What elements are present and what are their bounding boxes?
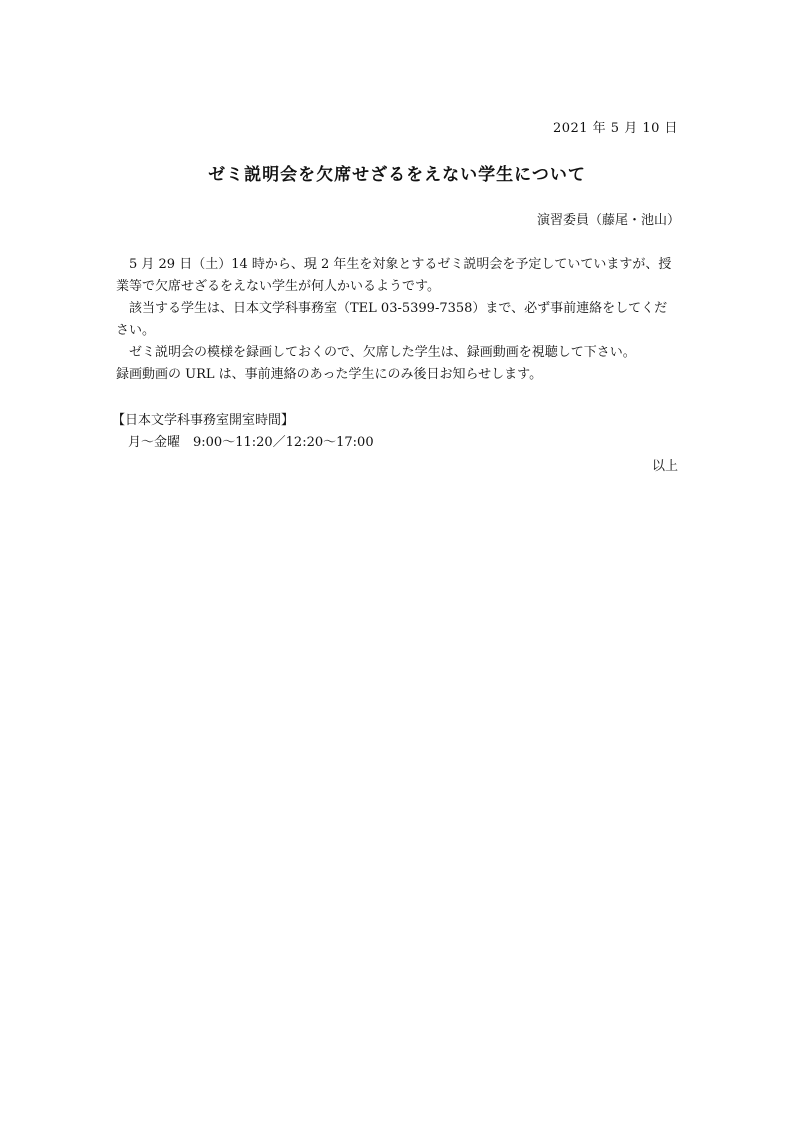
body-paragraph: 該当する学生は、日本文学科事務室（TEL 03-5399-7358）まで、必ず事前連絡をしてください。	[116, 301, 668, 338]
office-hours-line: 月～金曜 9:00～11:20／12:20～17:00	[128, 435, 374, 450]
document-date: 2021 年 5 月 10 日	[552, 121, 678, 136]
document-title: ゼミ説明会を欠席せざるをえない学生について	[208, 165, 586, 185]
body-paragraph-continuation: 録画動画の URL は、事前連絡のあった学生にのみ後日お知らせします。	[116, 367, 543, 382]
document-author: 演習委員（藤尾・池山）	[536, 213, 680, 228]
office-hours-heading: 【日本文学科事務室開室時間】	[112, 413, 295, 428]
body-paragraph: ゼミ説明会の模様を録画しておくので、欠席した学生は、録画動画を視聴して下さい。	[129, 345, 636, 360]
document-closing: 以上	[651, 459, 678, 474]
document-body	[116, 254, 678, 386]
body-paragraph: 5 月 29 日（土）14 時から、現 2 年生を対象とするゼミ説明会を予定していていますが、授業等で欠席せざるをえない学生が何人かいるようです。	[116, 257, 672, 294]
office-hours	[112, 410, 374, 454]
